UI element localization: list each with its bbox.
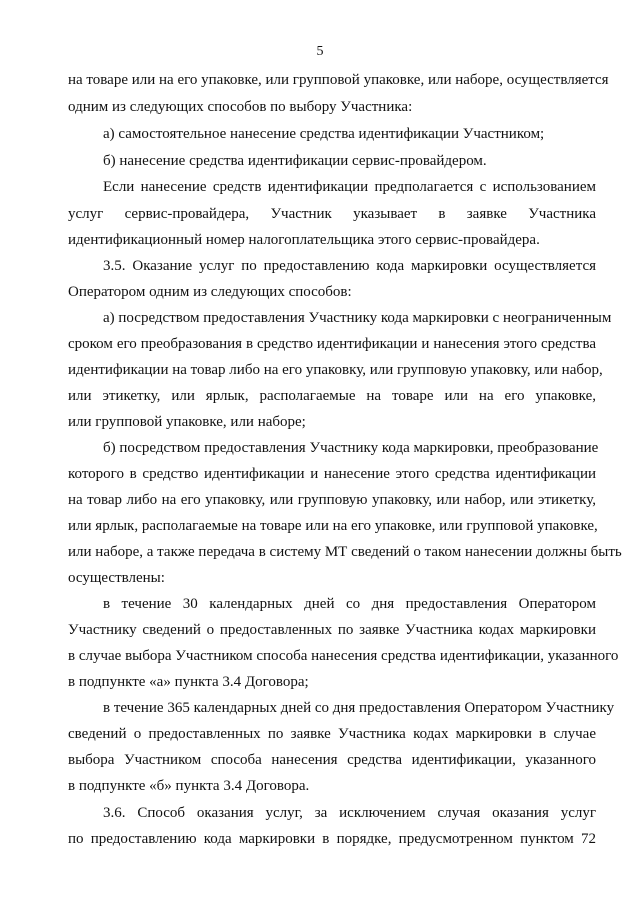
- text-line: 3.6. Способ оказания услуг, за исключением случая оказания услуг: [103, 805, 596, 821]
- page-number: 5: [316, 44, 324, 59]
- text-line: идентификационный номер налогоплательщика этого сервис-провайдера.: [68, 232, 540, 248]
- text-line: или ярлык, располагаемые на товаре или на его упаковке, или групповой упаковке,: [68, 518, 598, 534]
- text-line: по предоставлению кода маркировки в порядке, предусмотренном пунктом 72: [68, 831, 596, 847]
- text-line: или групповой упаковке, или наборе;: [68, 414, 306, 430]
- text-line: в течение 365 календарных дней со дня предоставления Оператором Участнику: [103, 700, 615, 716]
- text-line: в случае выбора Участником способа нанесения средства идентификации, указанного: [68, 648, 619, 664]
- text-line: Участнику сведений о предоставленных по заявке Участника кодах маркировки: [68, 622, 596, 638]
- text-line: осуществлены:: [68, 570, 165, 586]
- text-line: или этикетку, или ярлык, располагаемые на товаре или на его упаковке,: [68, 388, 596, 404]
- text-line: идентификации на товар либо на его упаковку, или групповую упаковку, или набор,: [68, 362, 603, 378]
- text-line: которого в средство идентификации и нанесение этого средства идентификации: [68, 466, 596, 482]
- text-line: услуг сервис-провайдера, Участник указывает в заявке Участника: [68, 206, 596, 222]
- text-line: сроком его преобразования в средство идентификации и нанесения этого средства: [68, 336, 596, 352]
- text-line: 3.5. Оказание услуг по предоставлению кода маркировки осуществляется: [103, 258, 596, 274]
- text-line: сведений о предоставленных по заявке Участника кодах маркировки в случае: [68, 726, 596, 742]
- text-line: или наборе, а также передача в систему МТ сведений о таком нанесении должны быть: [68, 544, 622, 560]
- text-line: в подпункте «а» пункта 3.4 Договора;: [68, 674, 309, 690]
- text-line: б) посредством предоставления Участнику кода маркировки, преобразование: [103, 440, 599, 456]
- text-line: выбора Участником способа нанесения средства идентификации, указанного: [68, 752, 596, 768]
- text-line: одним из следующих способов по выбору Участника:: [68, 99, 413, 115]
- text-line: Оператором одним из следующих способов:: [68, 284, 352, 300]
- text-line: на товаре или на его упаковке, или групповой упаковке, или наборе, осуществляется: [68, 72, 609, 88]
- text-line: Если нанесение средств идентификации предполагается с использованием: [103, 179, 596, 195]
- text-line: в течение 30 календарных дней со дня предоставления Оператором: [103, 596, 596, 612]
- text-line: а) посредством предоставления Участнику кода маркировки с неограниченным: [103, 310, 612, 326]
- text-line: а) самостоятельное нанесение средства идентификации Участником;: [103, 126, 545, 142]
- text-line: б) нанесение средства идентификации сервис-провайдером.: [103, 153, 487, 169]
- text-line: на товар либо на его упаковку, или групповую упаковку, или набор, или этикетку,: [68, 492, 596, 508]
- text-line: в подпункте «б» пункта 3.4 Договора.: [68, 778, 310, 794]
